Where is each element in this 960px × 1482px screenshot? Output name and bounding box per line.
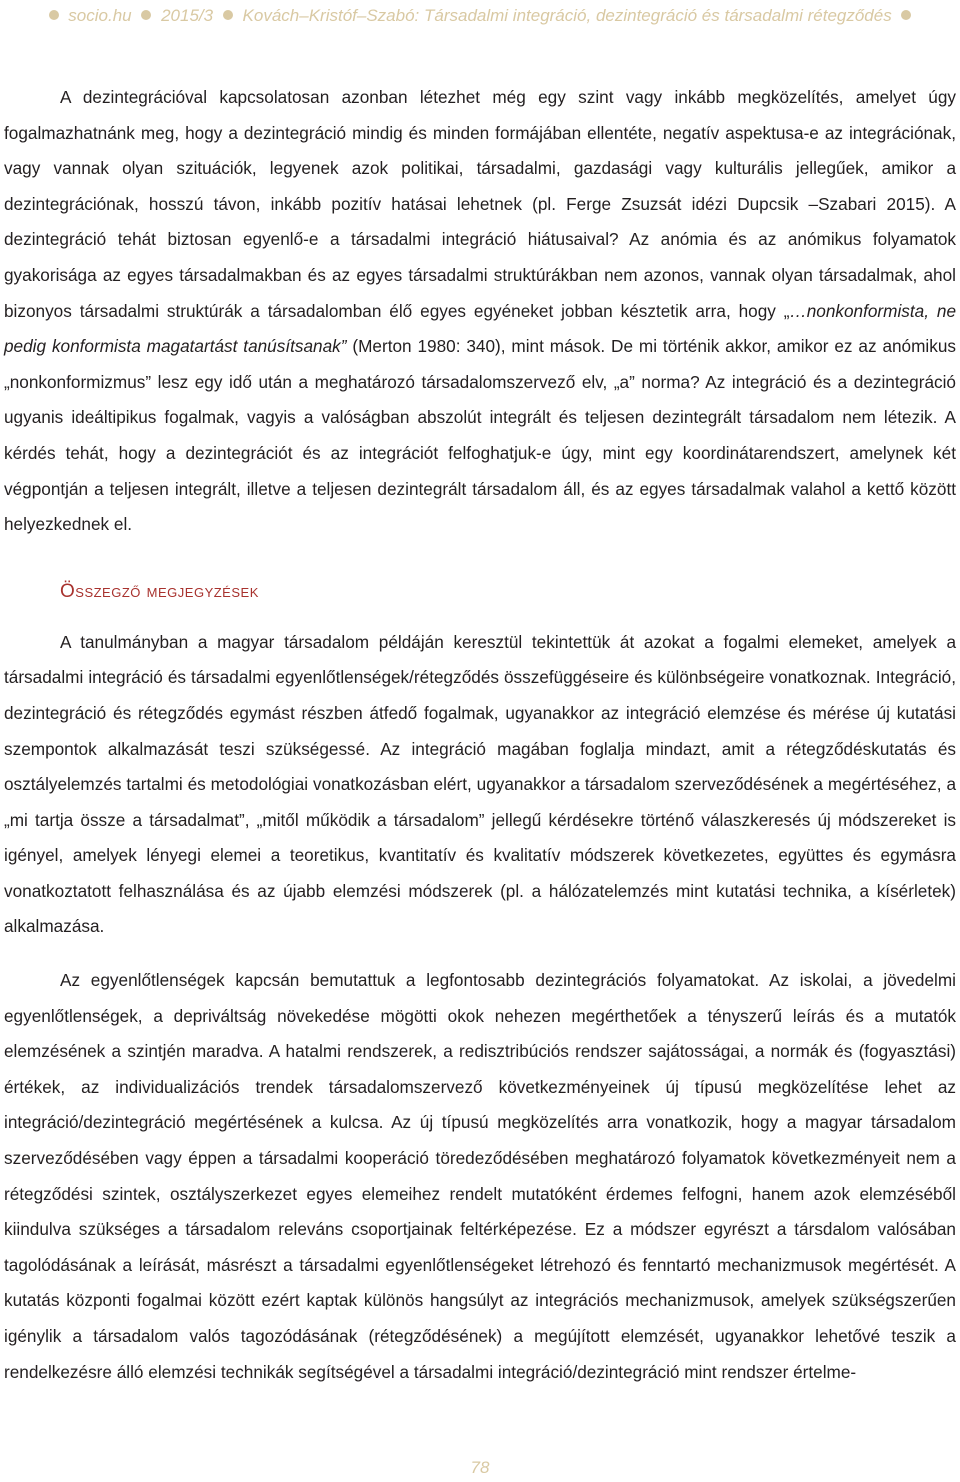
merton-quote: …nonkonformista, ne pedig konformista magatartást tanúsítsanak”: [4, 300, 957, 357]
paragraph-1: [4, 80, 956, 543]
paragraph-3: Az egyenlőtlenségek kapcsán bemutattuk a legfontosabb dezintegrációs folyamatokat. Az iskolai, a jövedelmi egyenlőtlenségek, a depriváltság növekedése mögötti okok nehezen megérthetőek a tényszerű leírás és a mutatók elemzésének a szintjén maradva. A hatalmi rendszerek, a redisztribúciós rendszer sajátosságai, a normák és (fogyasztási) értékek, az individualizációs trendek társadalomszervező következményeinek új típusú megközelítése lehet az integráció/dezintegráció megértésének a kulcsa. Az új típusú megközelítés arra vonatkozik, hogy a magyar társadalom szerveződésében vagy éppen a társadalmi kooperáció töredeződésében meghatározó folyamatok következményeit nem a rétegződési szintek, osztályszerkezet egyes elemeihez rendelt mutatóként érdemes felfogni, hanem azok elemzéséből kiindulva szükséges a társadalom releváns csoportjainak feltérképezése. Ez a módszer egyrészt a társdalom valósában tagolódásának a leírását, másrészt a társadalmi egyenlőtlenségeket létrehozó és fenntartó mechanizmusok megértését. A kutatás központi fogalmai között ezért kaptak különös hangsúlyt az integrációs mechanizmusok, amelyek szükségszerűen igénylik a társadalom valós tagozódásának (rétegződésének) a megújított elemzését, ugyanakkor lehetővé teszik a rendelkezésre álló elemzési technikák segítségével a társadalmi integráció/dezintegráció mint rendszer értelme-: [4, 970, 956, 1382]
running-header: [0, 4, 960, 28]
page-number: 78: [470, 1458, 490, 1477]
bullet-icon: [223, 10, 233, 20]
paragraph-1-text-b: (Merton 1980: 340), mint mások. De mi történik akkor, amikor ez az anómikus „nonkonformizmus” lesz egy idő után a meghatározó társadalomszervező elv, „a” norma? Az integráció és a dezintegráció ugyanis ideáltipikus fogalmak, vagyis a valóságban abszolút integrált és teljesen dezintegrált társadalom nem létezik. A kérdés tehát, hogy a dezintegrációt és az integrációt felfoghatjuk-e úgy, mint egy koordinátarendszert, amelynek két végpontján a teljesen integrált, illetve a teljesen dezintegrált társadalom áll, és az egyes társadalmak valahol a kettő között helyezkednek el.: [4, 336, 957, 535]
header-citation: Kovách–Kristóf–Szabó: Társadalmi integráció, dezintegráció és társadalmi rétegződés: [242, 6, 892, 25]
page-body: [4, 80, 956, 1390]
paragraph-1-text-a: A dezintegrációval kapcsolatosan azonban létezhet még egy szint vagy inkább megközelítés, amelyet úgy fogalmazhatnánk meg, hogy a dezintegráció mindig és minden formájában ellentéte, negatív aspektusa-e az integrációnak, vagy vannak olyan szituációk, legyenek azok politikai, társadalmi, gazdasági vagy kulturális jellegűek, amikor a dezintegrációnak, hosszú távon, inkább pozitív hatásai lehetnek (pl. Ferge Zsuzsát idézi Dupcsik –Szabari 2015). A dezintegráció tehát biztosan egyenlő-e a társadalmi integráció hiátusaival? Az anómia és az anómikus folyamatok gyakorisága az egyes társadalmakban és az egyes társadalmi struktúrákban nem azonos, vannak olyan társadalmak, ahol bizonyos társadalmi struktúrák a társadalomban élő egyes egyéneket jobban késztetik arra, hogy „: [4, 87, 956, 321]
paragraph-2: A tanulmányban a magyar társadalom példáján keresztül tekintettük át azokat a fogalmi elemeket, amelyek a társadalmi integráció és társadalmi egyenlőtlenségek/rétegződés összefüggéseire és különbségeire vonatkoznak. Integráció, dezintegráció és rétegződés egymást részben átfedő fogalmak, ugyanakkor az integráció elemzése és mérése új kutatási szempontok alkalmazását teszi szükségessé. Az integráció magában foglalja mindazt, amit a rétegződéskutatás és osztályelemzés tartalmi és metodológiai vonatkozásban elért, ugyanakkor a társadalom szerveződésének a megértéséhez, a „mi tartja össze a társadalmat”, „mitől működik a társadalom” jellegű kérdésekre történő válaszkeresés új módszereket is igényel, amelyek lényegi elemei a teoretikus, kvantitatív és kvalitatív módszerek következetes, együttes és egymásra vonatkoztatott felhasználása és az újabb elemzési módszerek (pl. a hálózatelemzés mint kutatási technika, a kísérletek) alkalmazása.: [4, 631, 956, 937]
bullet-icon: [49, 10, 59, 20]
header-issue: 2015/3: [161, 6, 214, 25]
bullet-icon: [141, 10, 151, 20]
bullet-icon: [901, 10, 911, 20]
section-title: Összegző megjegyzések: [60, 580, 259, 602]
header-site: socio.hu: [68, 6, 132, 25]
